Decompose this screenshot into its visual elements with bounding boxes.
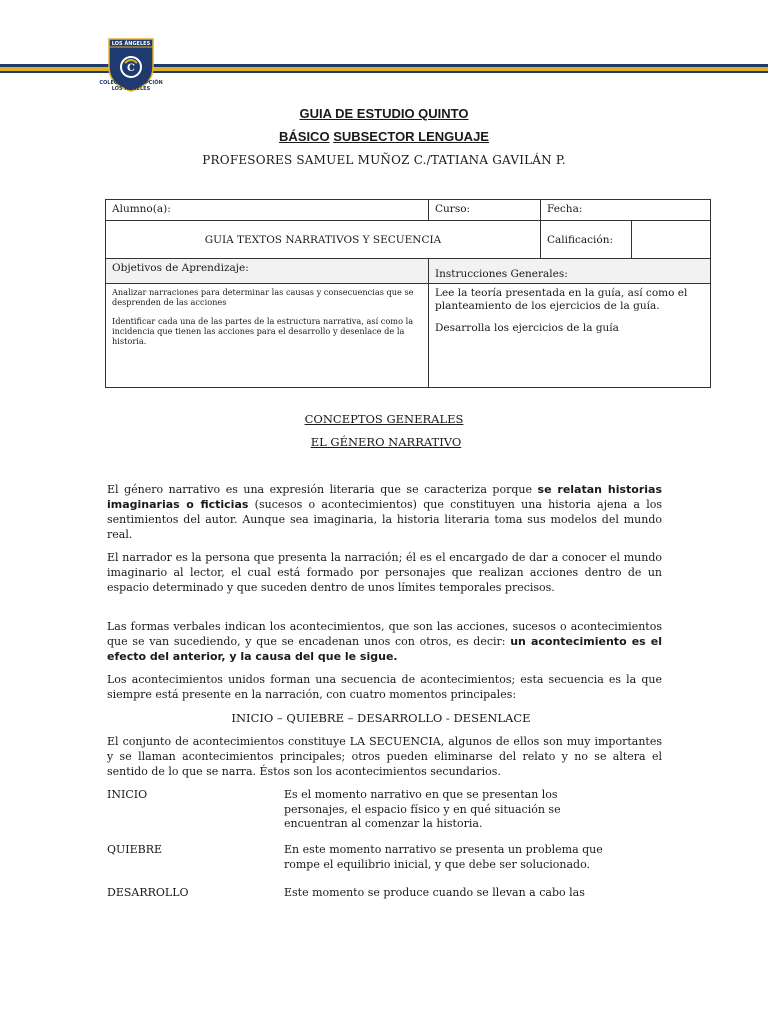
p1-text-c: (sucesos o acontecimientos) que constituyen una historia ajena a los sentimientos del autor. Aunque sea imaginaria, la historia literaria toma sus modelos del mundo real.: [107, 498, 662, 541]
term-quiebre: QUIEBRE: [107, 843, 163, 856]
sequence-line: INICIO – QUIEBRE – DESARROLLO - DESENLACE: [231, 711, 531, 725]
instructions-content: [429, 284, 711, 388]
grade-field[interactable]: [632, 221, 711, 259]
p1-bold: se relatan historias imaginarias o ficticias: [107, 483, 662, 511]
p3-bold: un acontecimiento es el efecto del anterior, y la causa del que le sigue.: [107, 635, 662, 663]
instructions-header: Instrucciones Generales:: [429, 259, 711, 284]
guide-title-line2: [0, 129, 768, 144]
svg-text:C: C: [127, 63, 135, 74]
school-name-line2: LOS ÁNGELES: [111, 86, 151, 92]
course-field[interactable]: Curso:: [429, 200, 541, 221]
teachers-line: PROFESORES SAMUEL MUÑOZ C./TATIANA GAVILÁN P.: [202, 153, 566, 167]
objective-2: Identificar cada una de las partes de la estructura narrativa, así como la incidencia que tienen las acciones para el desarrollo y desenlace de la historia.: [112, 316, 414, 346]
section-subtitle: EL GÉNERO NARRATIVO: [310, 435, 462, 449]
date-field[interactable]: Fecha:: [541, 200, 711, 221]
paragraph-3: [107, 619, 662, 664]
guide-title-subject: SUBSECTOR LENGUAJE: [333, 129, 489, 144]
school-name: [86, 80, 176, 92]
school-name-line1: COLEGIO CONCEPCIÓN: [99, 80, 163, 86]
instruction-2: Desarrolla los ejercicios de la guía: [435, 322, 619, 334]
student-info-table: [105, 199, 711, 388]
objective-1: Analizar narraciones para determinar las causas y consecuencias que se desprenden de las acciones: [112, 287, 414, 307]
student-name-field[interactable]: Alumno(a):: [106, 200, 429, 221]
instruction-1: Lee la teoría presentada en la guía, así como el planteamiento de los ejercicios de la guía.: [435, 287, 688, 312]
guide-name-cell: GUIA TEXTOS NARRATIVOS Y SECUENCIA: [106, 221, 541, 259]
term-quiebre-text: En este momento narrativo se presenta un problema que rompe el equilibrio inicial, y que debe ser solucionado.: [284, 843, 603, 871]
paragraph-4: Los acontecimientos unidos forman una secuencia de acontecimientos; esta secuencia es la que siempre está presente en la narración, con cuatro momentos principales:: [107, 673, 662, 701]
term-desarrollo-text: Este momento se produce cuando se llevan a cabo las: [284, 886, 585, 899]
paragraph-2: El narrador es la persona que presenta la narración; él es el encargado de dar a conocer el mundo imaginario al lector, el cual está formado por personajes que realizan acciones dentro de un espacio determinado y que suceden dentro de unos límites temporales precisos.: [107, 551, 662, 594]
guide-title-level: BÁSICO: [279, 129, 330, 144]
term-inicio-text: Es el momento narrativo en que se presentan los personajes, el espacio físico y en qué situación se encuentran al comenzar la historia.: [284, 788, 561, 830]
guide-title-line1: GUIA DE ESTUDIO QUINTO: [299, 106, 469, 121]
term-inicio: INICIO: [107, 788, 148, 801]
objectives-content: [106, 284, 429, 388]
objectives-header: Objetivos de Aprendizaje:: [106, 259, 429, 284]
paragraph-1: [107, 482, 662, 542]
p1-text-a: El género narrativo es una expresión literaria que se caracteriza porque: [107, 483, 538, 496]
section-title: CONCEPTOS GENERALES: [304, 412, 464, 426]
svg-text:LOS ÁNGELES: LOS ÁNGELES: [111, 41, 151, 47]
term-desarrollo: DESARROLLO: [107, 886, 189, 899]
paragraph-5: El conjunto de acontecimientos constituye LA SECUENCIA, algunos de ellos son muy importantes y se llaman acontecimientos principales; otros pueden eliminarse del relato y no se altera el sentido de lo que se narra. Éstos son los acontecimientos secundarios.: [107, 735, 662, 778]
grade-label: Calificación:: [541, 221, 632, 259]
p3-text-a: Las formas verbales indican los acontecimientos, que son las acciones, sucesos o acontecimientos que se van sucediendo, y que se encadenan unos con otros, es decir:: [107, 620, 662, 648]
